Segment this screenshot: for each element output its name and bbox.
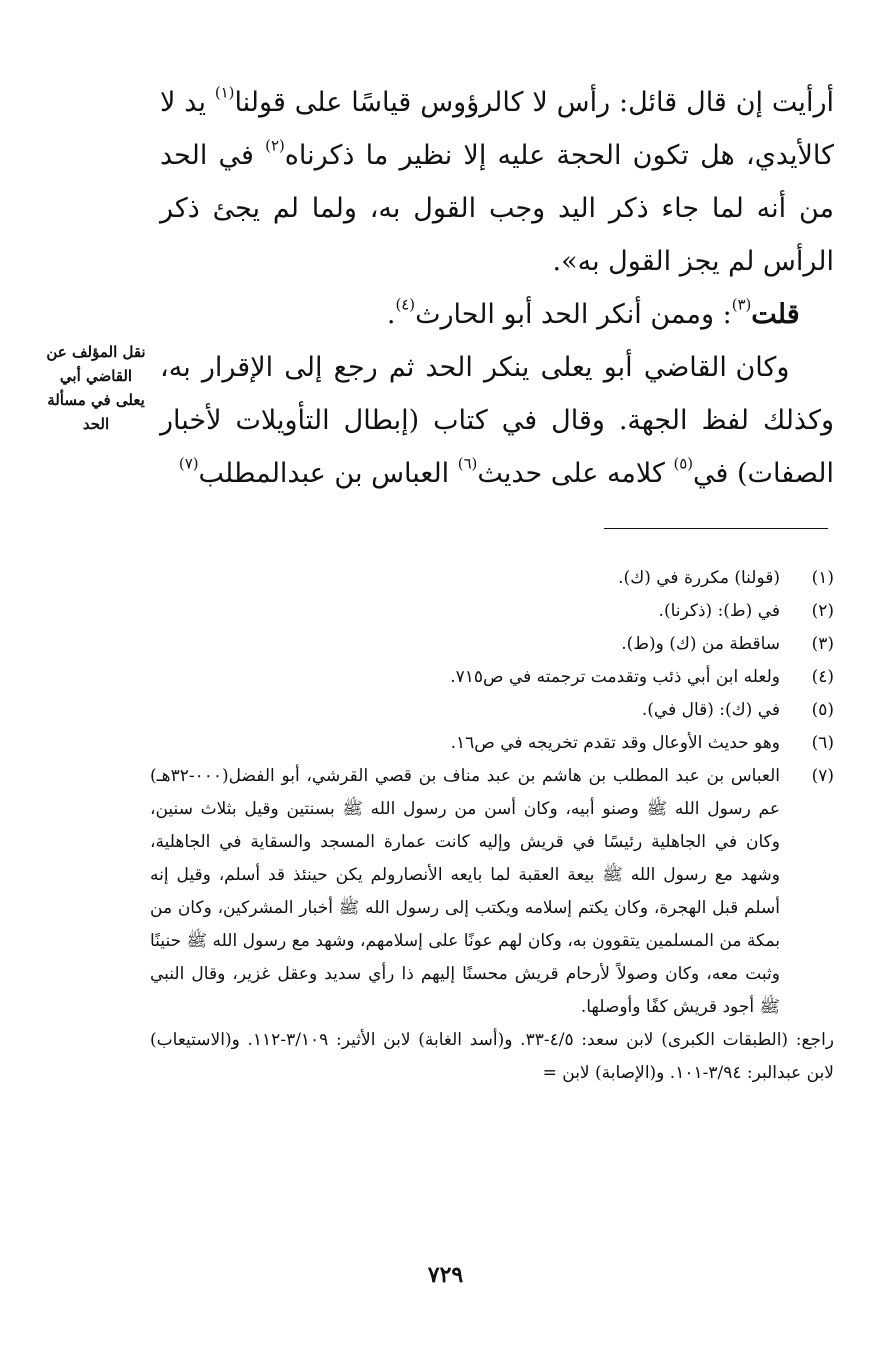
main-text-segment: كلامه على حديث — [477, 458, 674, 489]
footnote-ref-6[interactable]: (٦) — [457, 454, 478, 473]
footnote-separator — [604, 528, 828, 529]
footnote-text: ولعله ابن أبي ذئب وتقدمت ترجمته في ص٧١٥. — [450, 667, 780, 687]
footnote-text: (قولنا) مكررة في (ك). — [618, 568, 780, 588]
footnote-ref-5[interactable]: (٥) — [673, 454, 694, 473]
footnote-ref-7[interactable]: (٧) — [178, 454, 199, 473]
qultu-lead: قلت — [751, 299, 800, 330]
footnote-number: (١) — [811, 568, 834, 588]
footnote-text: في (ط): (ذكرنا). — [658, 601, 780, 621]
footnote-text: ساقطة من (ك) و(ط). — [621, 634, 780, 654]
main-text-segment: العباس بن عبدالمطلب — [198, 458, 458, 489]
main-text-segment: وكان القاضي أبو يعلى ينكر الحد ثم رجع إلى الإقرار به، وكذلك لفظ الجهة. وقال في كتاب (إبطال التأويلات لأخبار الصفات) في — [160, 352, 834, 489]
footnote-item — [150, 760, 834, 1024]
footnote-number: (٣) — [811, 634, 834, 654]
footnote-item — [150, 661, 834, 694]
footnote-text: العباس بن عبد المطلب بن هاشم بن عبد مناف بن قصي القرشي، أبو الفضل(٠٠٠-٣٢هـ) عم رسول الله ﷺ وصنو أبيه، وكان أسن من رسول الله ﷺ بسنتين وقيل بثلاث سنين، وكان في الجاهلية رئيسًا في قريش وإليه كانت عمارة المسجد والسقاية في الجاهلية، وشهد مع رسول الله ﷺ بيعة العقبة لما بايعه الأنصارولم يكن حينئذ قد أسلم، وقيل إنه أسلم قبل الهجرة، وكان يكتم إسلامه ويكتب إلى رسول الله ﷺ أخبار المشركين، وكان من بمكة من المسلمين يتقوون به، وكان لهم عونًا على إسلامهم، وشهد مع رسول الله ﷺ حنينًا وثبت معه، وكان وصولاً لأرحام قريش محسنًا إليهم ذا رأي سديد وعقل غزير، وقال النبي ﷺ أجود قريش كفًا وأوصلها. — [150, 766, 780, 1017]
footnote-item — [150, 562, 834, 595]
footnote-ref-4[interactable]: (٤) — [395, 295, 416, 314]
footnote-number: (٤) — [811, 667, 834, 687]
footnote-item — [150, 595, 834, 628]
footnote-ref-1[interactable]: (١) — [214, 83, 235, 102]
footnote-references: راجع: (الطبقات الكبرى) لابن سعد: ٤/٥-٣٣. و(أسد الغابة) لابن الأثير: ٣/١٠٩-١١٢. و(الاستيعاب) لابن عبدالبر: ٣/٩٤-١٠١. و(الإصابة) لابن = — [150, 1030, 834, 1083]
footnote-number: (٧) — [811, 766, 834, 786]
footnote-item — [150, 628, 834, 661]
main-paragraph-3 — [160, 341, 834, 500]
main-text-segment: . — [386, 299, 396, 330]
main-text-segment: يد لا كالأيدي، هل تكون الحجة عليه إلا نظير ما ذكرناه — [160, 87, 834, 171]
main-text-segment: في الحد من أنه لما جاء ذكر اليد وجب القول به، ولما لم يجئ ذكر الرأس لم يجز القول به». — [160, 140, 834, 277]
margin-note: نقل المؤلف عن القاضي أبي يعلى في مسألة الحد — [46, 343, 146, 433]
footnote-number: (٢) — [811, 601, 834, 621]
footnote-item — [150, 727, 834, 760]
page-number: ٧٢٩ — [427, 1262, 464, 1288]
main-text-body — [160, 76, 834, 500]
main-paragraph-1 — [160, 76, 834, 288]
main-text-segment: : وممن أنكر الحد أبو الحارث — [415, 299, 732, 330]
footnote-text: وهو حديث الأوعال وقد تقدم تخريجه في ص١٦. — [450, 733, 780, 753]
footnote-ref-3[interactable]: (٣) — [731, 295, 752, 314]
footnote-item — [150, 694, 834, 727]
footnote-text: في (ك): (قال في). — [641, 700, 780, 720]
footnote-ref-2[interactable]: (٢) — [265, 136, 285, 155]
footnotes — [150, 562, 834, 1090]
footnote-number: (٦) — [811, 733, 834, 753]
main-text-segment: أرأيت إن قال قائل: رأس لا كالرؤوس قياسًا على قولنا — [234, 87, 834, 118]
footnote-number: (٥) — [811, 700, 834, 720]
main-paragraph-2 — [160, 288, 834, 341]
